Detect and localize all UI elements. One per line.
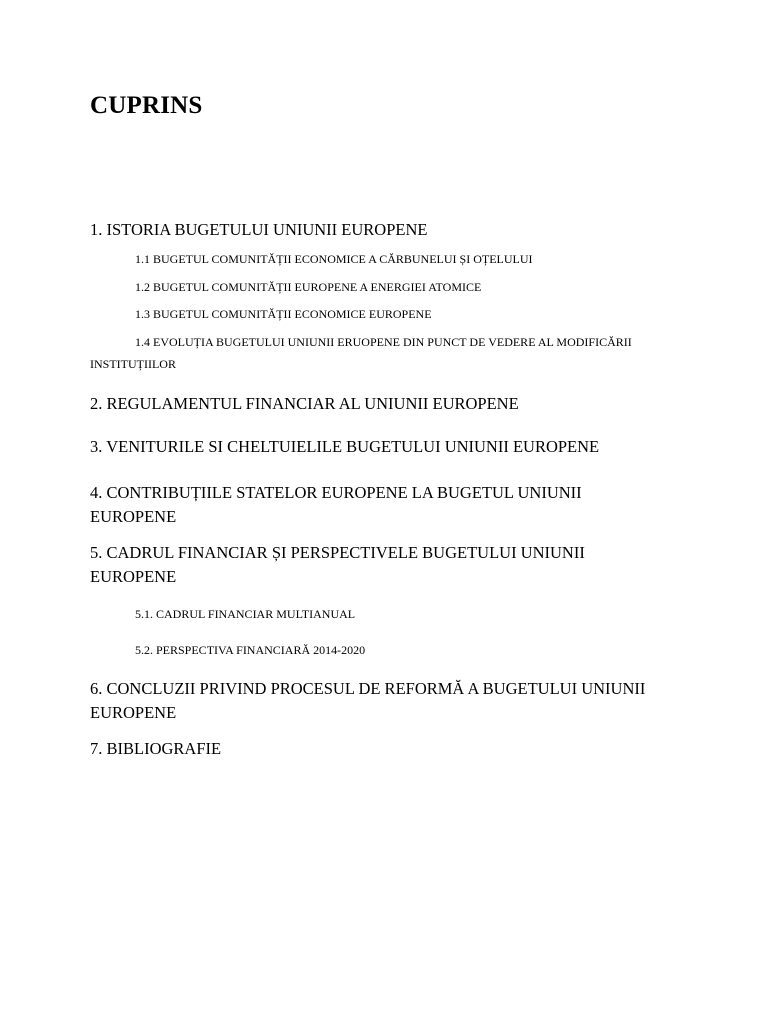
toc-subsection-label: 1.4 EVOLUȚIA BUGETULUI UNIUNII ERUOPENE DIN PUNCT DE VEDERE AL MODIFICĂRII INSTITUȚIILOR (90, 335, 632, 371)
toc-subsection-label: 1.3 BUGETUL COMUNITĂȚII ECONOMICE EUROPENE (135, 307, 432, 321)
toc-section-1: 1. ISTORIA BUGETULUI UNIUNII EUROPENE (90, 220, 428, 239)
toc-subsection-label: 5.1. CADRUL FINANCIAR MULTIANUAL (135, 607, 356, 621)
toc-subsection-5-2 (90, 639, 690, 661)
toc-subsection-label: 5.2. PERSPECTIVA FINANCIARĂ 2014-2020 (135, 643, 366, 657)
page-title: CUPRINS (90, 92, 203, 119)
toc-section-4: 4. CONTRIBUȚIILE STATELOR EUROPENE LA BUGETUL UNIUNII EUROPENE (90, 483, 582, 526)
toc-section-7: 7. BIBLIOGRAFIE (90, 739, 222, 758)
toc-section-5: 5. CADRUL FINANCIAR ȘI PERSPECTIVELE BUGETULUI UNIUNII EUROPENE (90, 543, 585, 586)
toc-subsection-1-1 (90, 248, 690, 270)
toc-subsection-1-4 (90, 331, 670, 375)
toc-subsection-label: 1.2 BUGETUL COMUNITĂȚII EUROPENE A ENERGIEI ATOMICE (135, 280, 482, 294)
toc-section-6: 6. CONCLUZII PRIVIND PROCESUL DE REFORMĂ A BUGETULUI UNIUNII EUROPENE (90, 679, 646, 722)
toc-subsection-5-1 (90, 603, 690, 625)
toc-subsection-1-2 (90, 276, 690, 298)
toc-section-2: 2. REGULAMENTUL FINANCIAR AL UNIUNII EUROPENE (90, 394, 519, 413)
toc-subsection-label: 1.1 BUGETUL COMUNITĂȚII ECONOMICE A CĂRBUNELUI ȘI OȚELULUI (135, 252, 533, 266)
toc-subsection-1-3 (90, 303, 690, 325)
toc-section-3: 3. VENITURILE SI CHELTUIELILE BUGETULUI UNIUNII EUROPENE (90, 437, 600, 456)
